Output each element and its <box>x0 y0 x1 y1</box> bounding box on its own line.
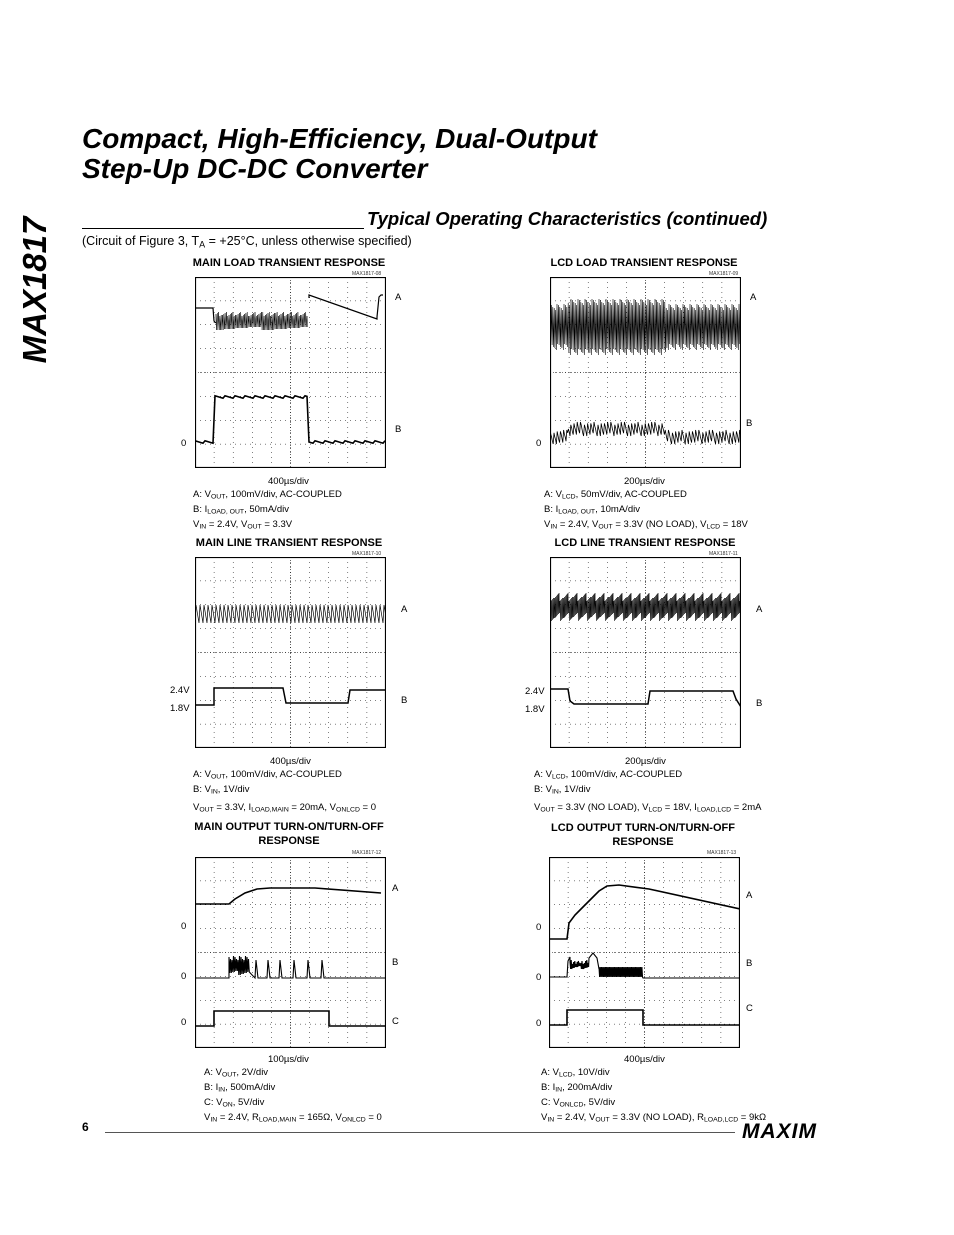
scope-svg <box>195 557 386 748</box>
scope-svg <box>195 857 386 1048</box>
caption-line: $V_{IN} = 2.4V$, $V_{OUT} = 3.3V$ (NO LOAD), $R_{LOAD,LCD} = 9k\Omega$ <box>541 1112 767 1124</box>
zero-label: 0 <box>181 1017 187 1028</box>
chart-caption <box>193 489 342 534</box>
chart-title-lcd-load: LCD LOAD TRANSIENT RESPONSE <box>550 257 738 269</box>
chart-title-main-turn-on: MAIN OUTPUT TURN-ON/TURN-OFF RESPONSE <box>194 821 384 847</box>
level-label-hi: 2.4V <box>525 686 545 697</box>
chart-caption <box>534 769 761 817</box>
page-number: 6 <box>82 1120 89 1134</box>
trace-a-burst <box>216 312 308 330</box>
trace-a-tail <box>309 295 383 319</box>
timebase: 400µs/div <box>268 476 309 487</box>
footer-rule <box>105 1132 735 1133</box>
trace-label-a: A <box>392 883 399 894</box>
zero-label: 0 <box>181 921 187 932</box>
chart-title-lcd-turn-on: LCD OUTPUT TURN-ON/TURN-OFF RESPONSE <box>551 822 735 848</box>
trace-label-c: C <box>392 1016 399 1027</box>
trace-a <box>195 888 381 904</box>
scope-svg <box>195 277 386 468</box>
caption-line: A: $V_{LCD}$, 50mV/div, AC-COUPLED <box>544 489 687 501</box>
trace-label-b: B <box>392 957 399 968</box>
zero-label: 0 <box>536 1018 542 1029</box>
caption-line: $V_{OUT} = 3.3V$ (NO LOAD), $V_{LCD} = 18V$, $I_{LOAD,LCD} = 2mA$ <box>534 802 762 814</box>
scope-svg <box>550 557 741 748</box>
caption-line: $V_{OUT} = 3.3V$, $I_{LOAD,MAIN} = 20mA$, $V_{ONLCD} = 0$ <box>193 802 377 814</box>
caption-line: A: $V_{LCD}$, 100mV/div, AC-COUPLED <box>534 769 683 781</box>
figure-code: MAX1817-09 <box>709 271 739 277</box>
scope-plot-main-load <box>195 277 386 468</box>
chart-title-lcd-line: LCD LINE TRANSIENT RESPONSE <box>554 537 736 549</box>
chart-caption <box>544 489 748 534</box>
chart-caption <box>193 769 376 817</box>
section-rule <box>82 228 364 229</box>
maxim-logo-mark <box>742 1120 854 1142</box>
scope-svg <box>550 277 741 468</box>
caption-line: B: $I_{LOAD, OUT}$, 10mA/div <box>544 504 640 516</box>
trace-label-a: A <box>401 604 408 615</box>
chart-caption <box>541 1067 766 1127</box>
timebase: 200µs/div <box>625 756 666 767</box>
section-note: (Circuit of Figure 3, $T_A = +25^\circ C$, unless otherwise specified) <box>82 234 412 250</box>
trace-label-a: A <box>756 604 763 615</box>
scope-plot-lcd-turn-on <box>549 857 740 1048</box>
trace-label-b: B <box>746 418 753 429</box>
trace-label-b: B <box>746 958 753 969</box>
trace-b <box>195 688 386 705</box>
figure-code: MAX1817-13 <box>707 850 737 856</box>
scope-svg <box>549 857 740 1048</box>
trace-b <box>195 396 385 443</box>
caption-line: B: $I_{LOAD, OUT}$, 50mA/div <box>193 504 289 516</box>
level-label-lo: 1.8V <box>170 703 190 714</box>
caption-line: C: $V_{ON}$, 5V/div <box>204 1097 265 1109</box>
caption-line: B: $V_{IN}$, 1V/div <box>193 784 250 796</box>
zero-label: 0 <box>536 438 542 449</box>
caption-line: $V_{IN} = 2.4V$, $R_{LOAD,MAIN} = 165\Omega$, $V_{ONLCD} = 0$ <box>204 1112 382 1124</box>
zero-label: 0 <box>181 971 187 982</box>
scope-plot-lcd-load <box>550 277 741 468</box>
zero-label: 0 <box>181 438 187 449</box>
trace-label-c: C <box>746 1003 753 1014</box>
trace-a <box>195 308 216 323</box>
trace-label-b: B <box>756 698 763 709</box>
svg-text:MAXIM: MAXIM <box>742 1120 817 1142</box>
caption-line: A: $V_{OUT}$, 100mV/div, AC-COUPLED <box>193 489 342 501</box>
trace-label-b: B <box>401 695 408 706</box>
caption-line: $V_{IN} = 2.4V$, $V_{OUT} = 3.3V$ <box>193 519 293 531</box>
caption-line: B: $I_{IN}$, 200mA/div <box>541 1082 613 1094</box>
side-part-number: MAX1817 <box>16 216 53 364</box>
trace-a <box>550 593 741 621</box>
caption-line: B: $V_{IN}$, 1V/div <box>534 784 591 796</box>
figure-code: MAX1817-10 <box>352 551 382 557</box>
section-title: Typical Operating Characteristics (continued) <box>367 208 768 229</box>
timebase: 400µs/div <box>624 1054 665 1065</box>
caption-line: A: $V_{LCD}$, 10V/div <box>541 1067 610 1079</box>
caption-line: A: $V_{OUT}$, 100mV/div, AC-COUPLED <box>193 769 342 781</box>
level-label-lo: 1.8V <box>525 704 545 715</box>
scope-plot-main-turn-on <box>195 857 386 1048</box>
timebase: 200µs/div <box>624 476 665 487</box>
chart-caption <box>204 1067 382 1127</box>
caption-line: A: $V_{OUT}$, 2V/div <box>204 1067 269 1079</box>
figure-code: MAX1817-11 <box>709 551 738 557</box>
chart-title-main-load: MAIN LOAD TRANSIENT RESPONSE <box>192 257 386 269</box>
trace-label-a: A <box>750 292 757 303</box>
chart-title-main-line: MAIN LINE TRANSIENT RESPONSE <box>195 537 383 549</box>
trace-label-b: B <box>395 424 402 435</box>
figure-code: MAX1817-08 <box>352 271 382 277</box>
caption-line: $V_{IN} = 2.4V$, $V_{OUT} = 3.3V$ (NO LOAD), $V_{LCD} = 18V$ <box>544 519 748 531</box>
zero-label: 0 <box>536 972 542 983</box>
maxim-logo <box>742 1120 854 1147</box>
timebase: 100µs/div <box>268 1054 309 1065</box>
zero-label: 0 <box>536 922 542 933</box>
trace-label-a: A <box>746 890 753 901</box>
timebase: 400µs/div <box>270 756 311 767</box>
scope-plot-lcd-line <box>550 557 741 748</box>
caption-line: C: $V_{ONLCD}$, 5V/div <box>541 1097 616 1109</box>
trace-label-a: A <box>395 292 402 303</box>
scope-plot-main-line <box>195 557 386 748</box>
figure-code: MAX1817-12 <box>352 850 382 856</box>
document-title: Compact, High-Efficiency, Dual-Output Step-Up DC-DC Converter <box>82 123 597 184</box>
level-label-hi: 2.4V <box>170 685 190 696</box>
caption-line: B: $I_{IN}$, 500mA/div <box>204 1082 276 1094</box>
